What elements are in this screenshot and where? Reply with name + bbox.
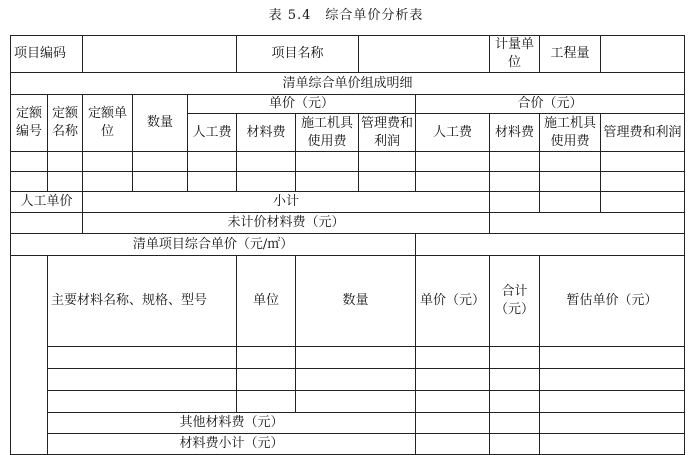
table-row <box>11 172 685 192</box>
col-quota-no: 定额编号 <box>11 95 48 152</box>
unit-label: 计量单位 <box>490 36 540 73</box>
composite-unit-price-label: 清单项目综合单价（元/㎡） <box>11 234 416 256</box>
col-labor-1: 人工费 <box>188 114 237 152</box>
unpriced-material-label: 未计价材料费（元） <box>83 213 490 234</box>
col-material-name: 主要材料名称、规格、型号 <box>48 256 237 347</box>
col-mgmt-1: 管理费和利润 <box>359 114 416 152</box>
col-machine-1: 施工机具使用费 <box>296 114 359 152</box>
col-material-1: 材料费 <box>237 114 296 152</box>
qty-label: 工程量 <box>540 36 601 73</box>
project-name-label: 项目名称 <box>237 36 359 73</box>
composition-title: 清单综合单价组成明细 <box>11 73 685 95</box>
table-row <box>11 347 685 369</box>
subtotal-label: 小计 <box>83 192 490 213</box>
qty-value[interactable] <box>601 36 685 73</box>
project-code-value[interactable] <box>83 36 237 73</box>
table-row <box>11 369 685 391</box>
col-mgmt-2: 管理费和利润 <box>601 114 685 152</box>
project-code-label: 项目编码 <box>11 36 83 73</box>
col-labor-2: 人工费 <box>416 114 490 152</box>
materials-left-block <box>11 256 48 455</box>
col-quantity: 数量 <box>133 95 188 152</box>
other-material-label: 其他材料费（元） <box>48 413 416 434</box>
col-material-total: 合计（元） <box>490 256 540 347</box>
col-material-unit-price: 单价（元） <box>416 256 490 347</box>
col-material-qty: 数量 <box>296 256 416 347</box>
table-caption: 表 5.4 综合单价分析表 <box>268 8 424 23</box>
col-material-unit: 单位 <box>237 256 296 347</box>
project-name-value[interactable] <box>359 36 490 73</box>
col-total-price: 合价（元） <box>416 95 685 114</box>
col-est-unit-price: 暂估单价（元） <box>540 256 685 347</box>
col-material-2: 材料费 <box>490 114 540 152</box>
col-machine-2: 施工机具使用费 <box>540 114 601 152</box>
col-quota-unit: 定额单位 <box>83 95 133 152</box>
col-unit-price: 单价（元） <box>188 95 416 114</box>
labor-unit-price-label: 人工单价 <box>11 192 83 213</box>
table-row <box>11 391 685 413</box>
table-row <box>11 152 685 172</box>
material-subtotal-label: 材料费小计（元） <box>48 434 416 455</box>
unit-price-analysis-table <box>10 35 685 455</box>
col-quota-name: 定额名称 <box>48 95 83 152</box>
